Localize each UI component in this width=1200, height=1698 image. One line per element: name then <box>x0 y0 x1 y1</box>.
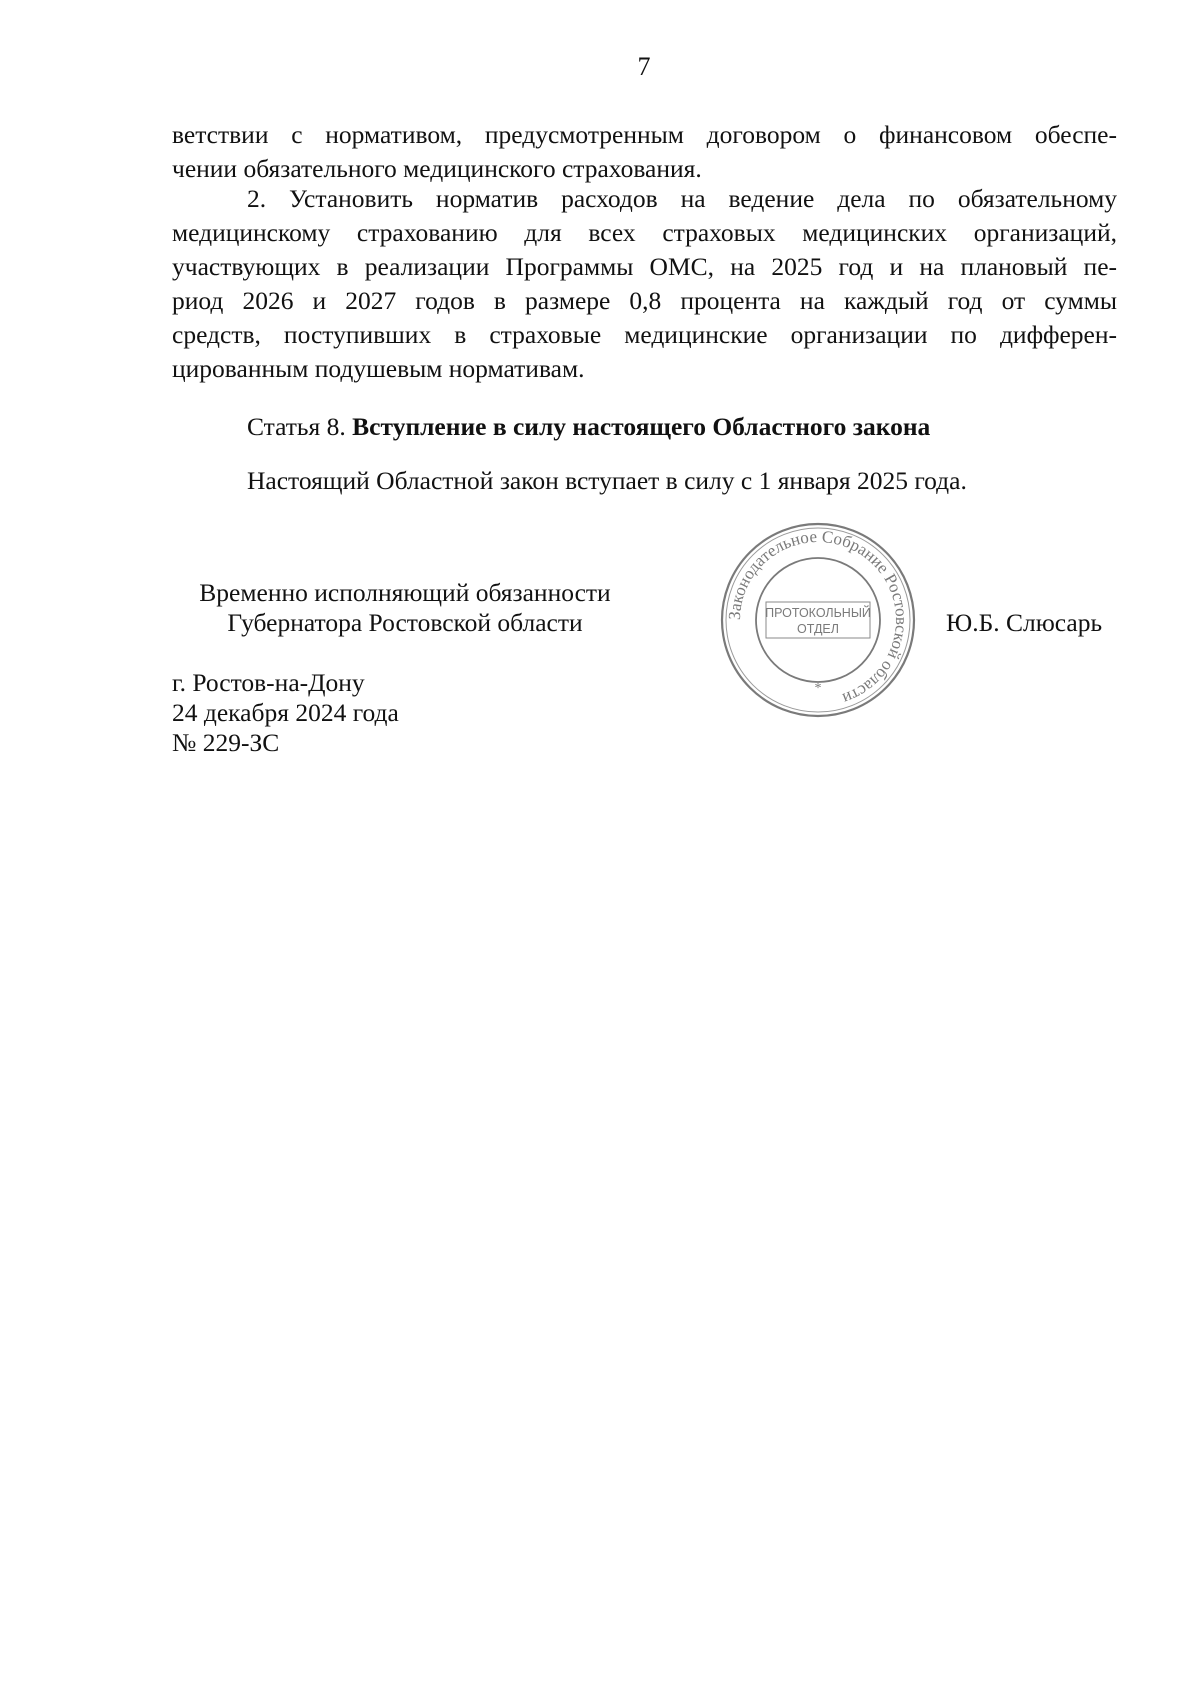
page-number: 7 <box>637 52 651 81</box>
paragraph-line: ветствии с нормативом, предусмотренным договором о финансовом обеспе- <box>172 120 1117 149</box>
stamp-inner-line-2: ОТДЕЛ <box>797 622 839 636</box>
stamp-outer-text: Законодательное Собрание Ростовской области <box>724 526 912 709</box>
paragraph-line: участвующих в реализации Программы ОМС, на 2025 год и на плановый пе- <box>172 252 1117 281</box>
article-label: Статья 8. <box>247 412 346 441</box>
paragraph-line: 2. Установить норматив расходов на ведение дела по обязательному <box>247 184 1117 213</box>
paragraph-line: средств, поступивших в страховые медицинские организации по дифферен- <box>172 320 1117 349</box>
signatory-name: Ю.Б. Слюсарь <box>946 608 1103 637</box>
paragraph-line: чении обязательного медицинского страхования. <box>172 154 702 183</box>
paragraph-line: цированным подушевым нормативам. <box>172 354 585 383</box>
stamp-star-icon: * <box>814 681 822 696</box>
place-date-block <box>172 668 399 758</box>
position-line: Временно исполняющий обязанности <box>199 578 611 607</box>
article-8-text <box>172 464 1117 498</box>
date: 24 декабря 2024 года <box>172 698 399 727</box>
stamp-inner-line-1: ПРОТОКОЛЬНЫЙ <box>765 606 871 620</box>
paragraph-line: Настоящий Областной закон вступает в силу с 1 января 2025 года. <box>247 466 967 495</box>
paragraph-line: медицинскому страхованию для всех страховых медицинских организаций, <box>172 218 1117 247</box>
place: г. Ростов-на-Дону <box>172 668 365 697</box>
item-2-paragraph <box>172 182 1117 386</box>
official-stamp <box>718 520 918 720</box>
paragraph-line: риод 2026 и 2027 годов в размере 0,8 процента на каждый год от суммы <box>172 286 1117 315</box>
position-line: Губернатора Ростовской области <box>227 608 583 637</box>
article-title: Вступление в силу настоящего Областного закона <box>352 412 931 441</box>
signatory-position <box>170 578 640 638</box>
article-8-heading <box>172 410 1117 444</box>
law-number: № 229-ЗС <box>172 728 280 757</box>
continuation-paragraph <box>172 118 1117 186</box>
